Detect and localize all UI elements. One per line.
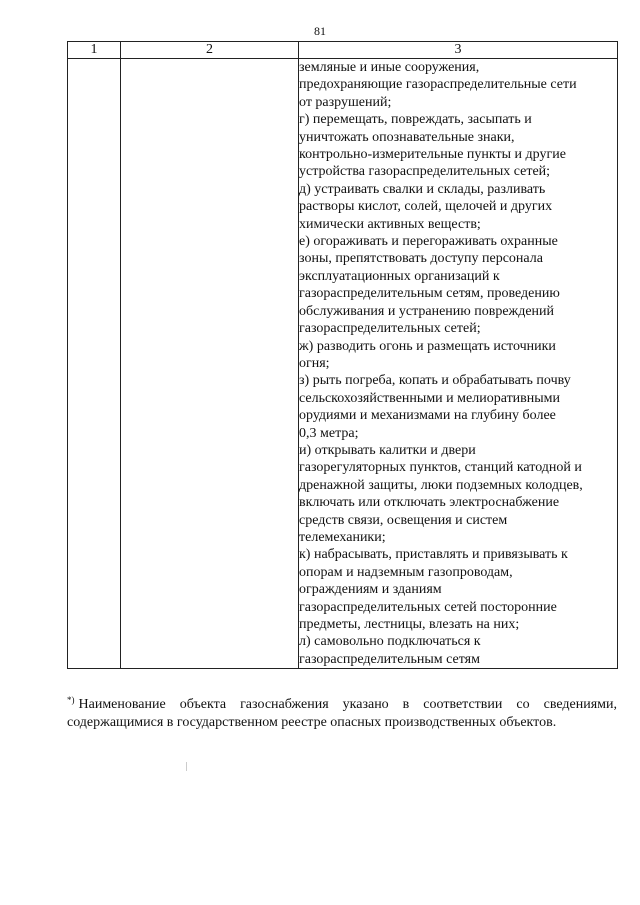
text-line: и) открывать калитки и двери xyxy=(299,442,476,458)
table-cell-col1 xyxy=(68,59,121,669)
table-header-row xyxy=(68,42,618,59)
text-line: опорам и надземным газопроводам, xyxy=(299,564,513,580)
text-line: газораспределительных сетей; xyxy=(299,321,481,337)
text-line: огня; xyxy=(299,355,330,371)
text-line: сельскохозяйственными и мелиоративными xyxy=(299,390,561,406)
document-table xyxy=(67,41,618,669)
text-line: е) огораживать и перегораживать охранные xyxy=(299,234,558,250)
text-line: ограждениям и зданиям xyxy=(299,582,442,598)
text-line: средств связи, освещения и систем xyxy=(299,512,508,528)
text-line: предметы, лестницы, влезать на них; xyxy=(299,617,520,632)
column-header-2: 2 xyxy=(121,42,299,59)
text-line: химически активных веществ; xyxy=(299,216,481,232)
scan-mark xyxy=(186,762,187,771)
text-line: к) набрасывать, приставлять и привязывать к xyxy=(299,547,568,563)
column-header-3: 3 xyxy=(299,42,618,59)
text-line: газораспределительных сетей посторонние xyxy=(299,599,557,615)
text-line: л) самовольно подключаться к xyxy=(299,634,481,650)
text-line: растворы кислот, солей, щелочей и других xyxy=(299,199,553,215)
column-header-1: 1 xyxy=(68,42,121,59)
text-line: орудиями и механизмами на глубину более xyxy=(299,408,556,424)
text-line: зоны, препятствовать доступу персонала xyxy=(299,251,543,267)
text-line: уничтожать опознавательные знаки, xyxy=(299,129,515,145)
footnote xyxy=(67,691,617,732)
text-line: телемеханики; xyxy=(299,529,386,545)
text-line: г) перемещать, повреждать, засыпать и xyxy=(299,112,532,128)
col3-text-block xyxy=(299,59,617,668)
text-line: газорегуляторных пунктов, станций катодной и xyxy=(299,460,582,476)
text-line: газораспределительным сетям xyxy=(299,651,480,667)
text-line: газораспределительным сетям, проведению xyxy=(299,286,560,302)
table-cell-col2 xyxy=(121,59,299,669)
footnote-text: Наименование объекта газоснабжения указано в соответствии со сведениями, содержащимися в государственном реестре опасных производственных объектов. xyxy=(67,697,617,730)
text-line: включать или отключать электроснабжение xyxy=(299,495,560,511)
text-line: эксплуатационных организаций к xyxy=(299,268,500,284)
text-line: устройства газораспределительных сетей; xyxy=(299,164,551,180)
text-line: от разрушений; xyxy=(299,94,392,110)
text-line: земляные и иные сооружения, xyxy=(299,60,480,75)
table-cell-col3 xyxy=(299,59,618,669)
text-line: дренажной защиты, люки подземных колодцев, xyxy=(299,477,583,493)
text-line: д) устраивать свалки и склады, разливать xyxy=(299,181,546,197)
text-line: контрольно-измерительные пункты и другие xyxy=(299,147,566,163)
page-number: 81 xyxy=(314,24,326,38)
text-line: 0,3 метра; xyxy=(299,425,359,441)
text-line: предохраняющие газораспределительные сети xyxy=(299,77,577,93)
text-line: обслуживания и устранению повреждений xyxy=(299,303,555,319)
text-line: з) рыть погреба, копать и обрабатывать почву xyxy=(299,373,571,389)
footnote-marker: *) xyxy=(67,695,75,705)
table-row xyxy=(68,59,618,669)
text-line: ж) разводить огонь и размещать источники xyxy=(299,338,556,354)
